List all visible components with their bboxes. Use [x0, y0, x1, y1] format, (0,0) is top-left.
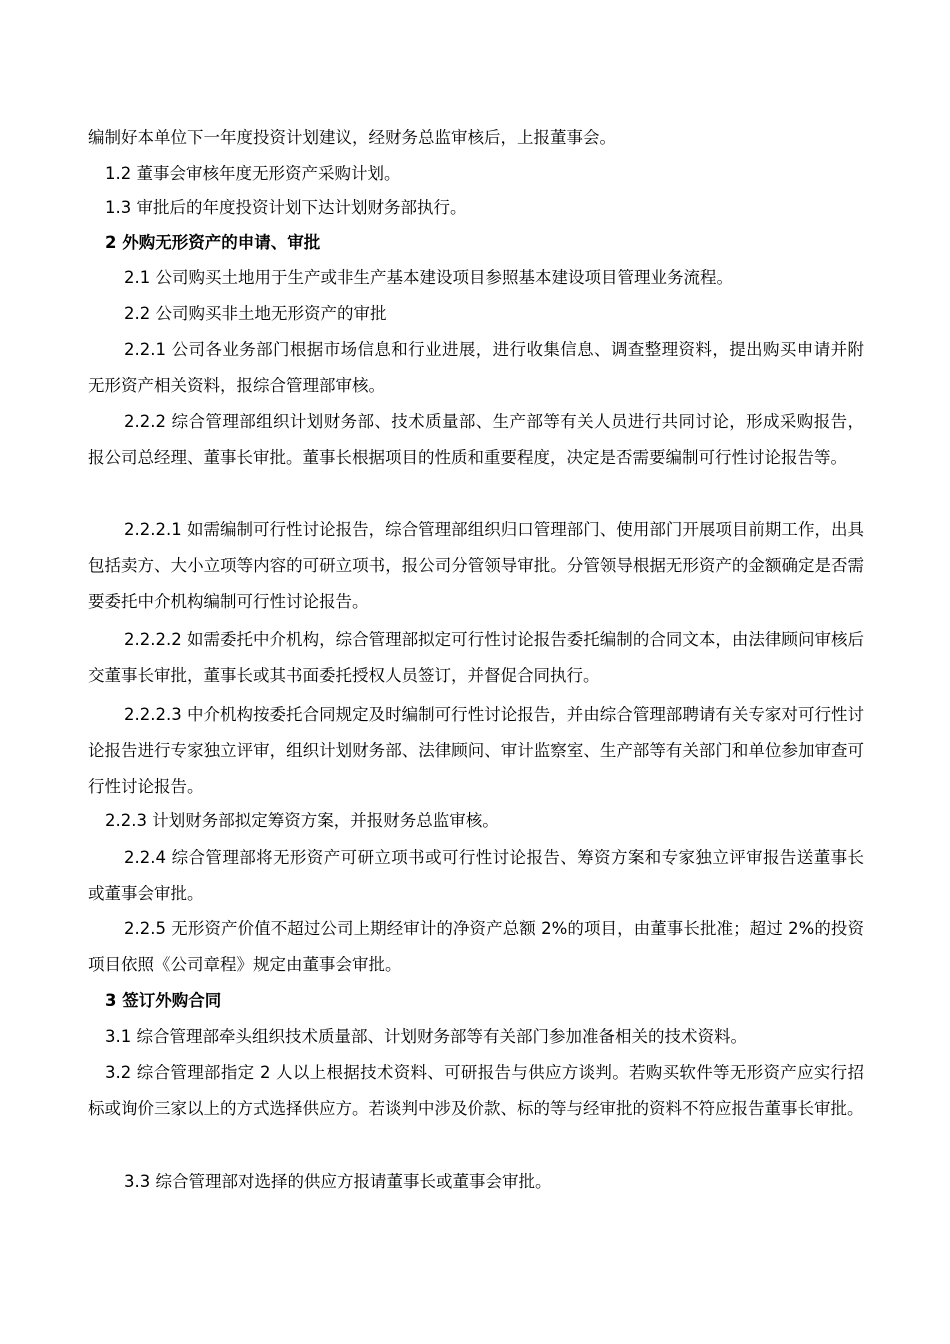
paragraph-2-2-4: 2.2.4 综合管理部将无形资产可研立项书或可行性讨论报告、筹资方案和专家独立评审报告送董事长或董事会审批。 — [88, 848, 864, 903]
paragraph-3-1: 3.1 综合管理部牵头组织技术质量部、计划财务部等有关部门参加准备相关的技术资料。 — [105, 1027, 747, 1046]
paragraph-2-2-5: 2.2.5 无形资产价值不超过公司上期经审计的净资产总额 2%的项目，由董事长批准；超过 2%的投资项目依照《公司章程》规定由董事会审批。 — [88, 919, 864, 974]
section-heading-3: 3 签订外购合同 — [105, 991, 222, 1010]
paragraph-3-2: 3.2 综合管理部指定 2 人以上根据技术资料、可研报告与供应方谈判。若购买软件等无形资产应实行招标或询价三家以上的方式选择供应方。若谈判中涉及价款、标的等与经审批的资料不符应报告董事长审批。 — [88, 1063, 864, 1118]
paragraph-continuation: 编制好本单位下一年度投资计划建议，经财务总监审核后，上报董事会。 — [88, 128, 616, 147]
paragraph-2-2-1: 2.2.1 公司各业务部门根据市场信息和行业进展，进行收集信息、调查整理资料，提出购买申请并附无形资产相关资料，报综合管理部审核。 — [88, 340, 864, 395]
paragraph-2-1: 2.1 公司购买土地用于生产或非生产基本建设项目参照基本建设项目管理业务流程。 — [124, 268, 733, 287]
paragraph-2-2-2-3: 2.2.2.3 中介机构按委托合同规定及时编制可行性讨论报告，并由综合管理部聘请有关专家对可行性讨论报告进行专家独立评审，组织计划财务部、法律顾问、审计监察室、生产部等有关部门和单位参加审查可行性讨论报告。 — [88, 705, 864, 796]
paragraph-2-2-2-1: 2.2.2.1 如需编制可行性讨论报告，综合管理部组织归口管理部门、使用部门开展项目前期工作，出具包括卖方、大小立项等内容的可研立项书，报公司分管领导审批。分管领导根据无形资产的金额确定是否需要委托中介机构编制可行性讨论报告。 — [88, 520, 864, 611]
paragraph-3-3: 3.3 综合管理部对选择的供应方报请董事长或董事会审批。 — [124, 1172, 552, 1191]
paragraph-1-3: 1.3 审批后的年度投资计划下达计划财务部执行。 — [105, 198, 467, 217]
paragraph-1-2: 1.2 董事会审核年度无形资产采购计划。 — [105, 164, 401, 183]
paragraph-2-2-2: 2.2.2 综合管理部组织计划财务部、技术质量部、生产部等有关人员进行共同讨论，形成采购报告，报公司总经理、董事长审批。董事长根据项目的性质和重要程度，决定是否需要编制可行性讨论报告等。 — [88, 412, 864, 467]
paragraph-2-2: 2.2 公司购买非土地无形资产的审批 — [124, 304, 387, 323]
paragraph-2-2-2-2: 2.2.2.2 如需委托中介机构，综合管理部拟定可行性讨论报告委托编制的合同文本，由法律顾问审核后交董事长审批，董事长或其书面委托授权人员签订，并督促合同执行。 — [88, 630, 864, 685]
section-heading-2: 2 外购无形资产的申请、审批 — [105, 233, 321, 252]
paragraph-2-2-3: 2.2.3 计划财务部拟定筹资方案，并报财务总监审核。 — [105, 811, 499, 830]
